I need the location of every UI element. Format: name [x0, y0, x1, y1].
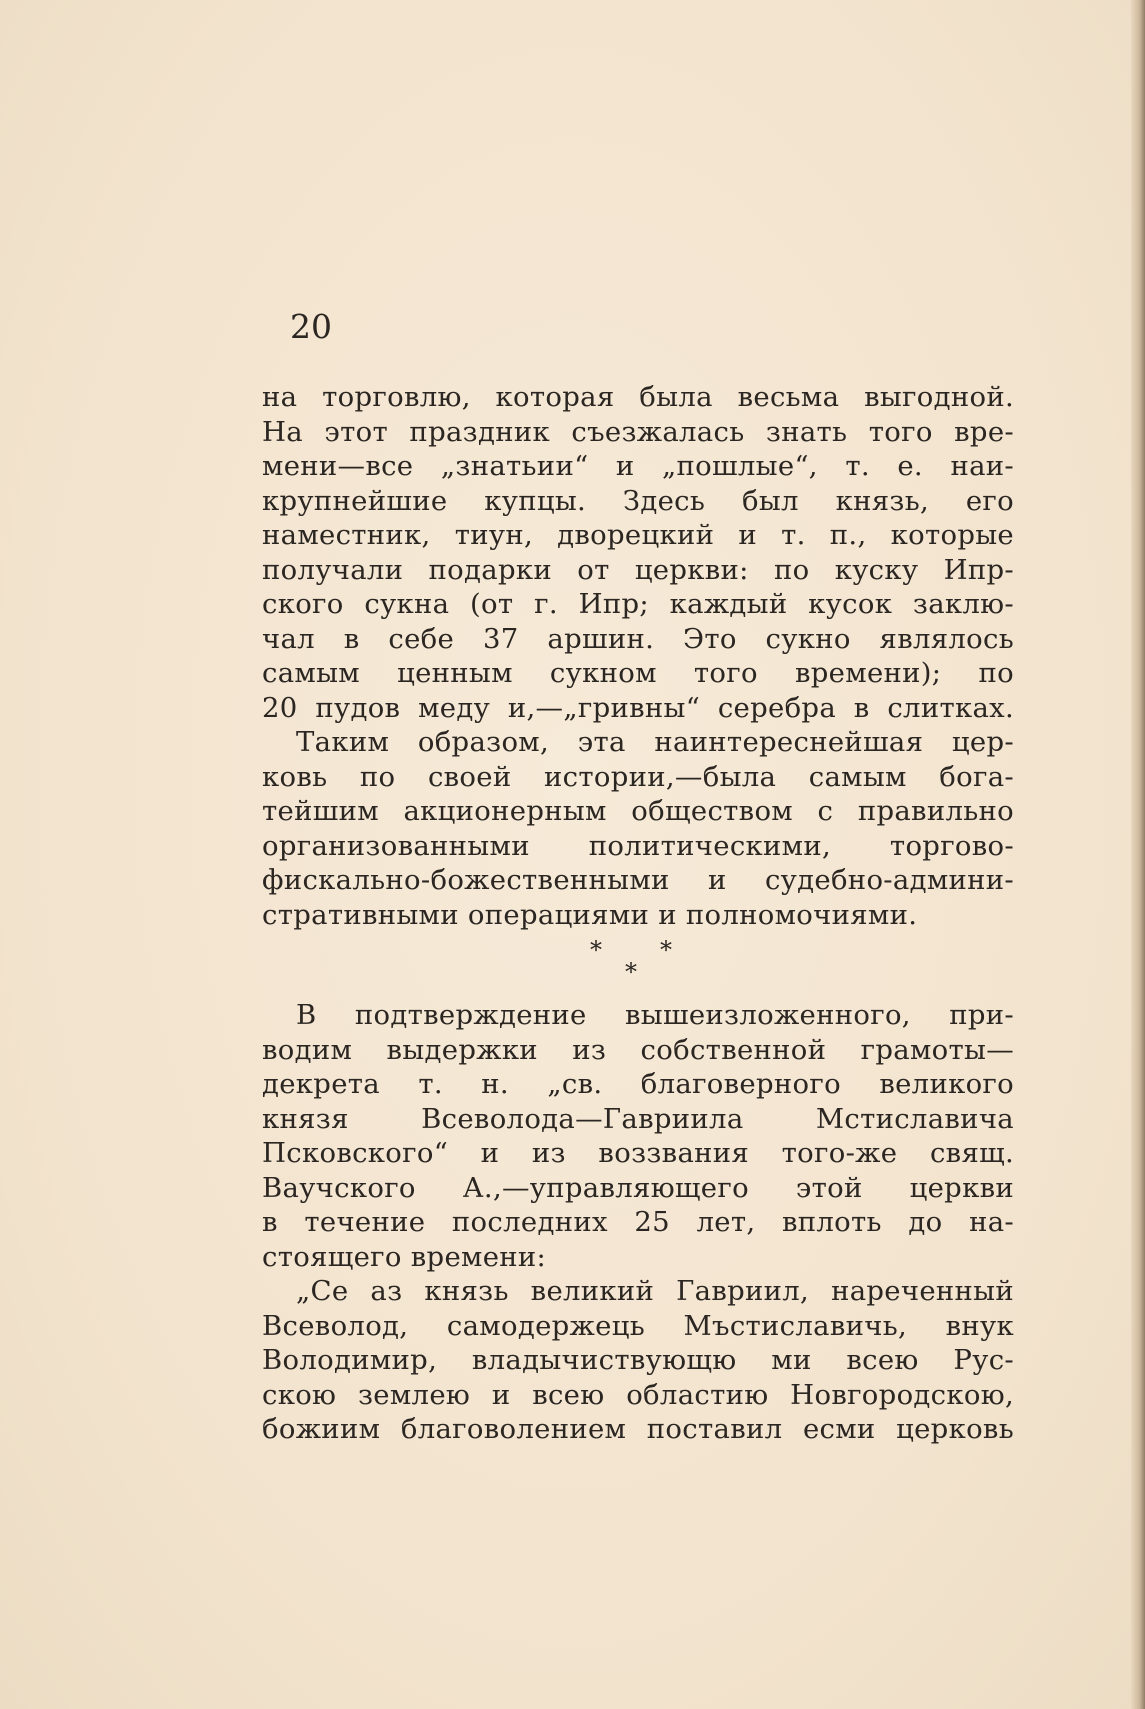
page-edge-shadow	[1131, 0, 1145, 1709]
text-line: скою землею и всею областию Новгородскою,	[262, 1378, 1014, 1411]
text-line: стоящего времени:	[262, 1240, 547, 1273]
page-number: 20	[290, 307, 332, 346]
section-separator	[262, 932, 1014, 998]
asterisk: *	[590, 936, 602, 964]
asterisk: *	[660, 936, 672, 964]
text-line: „Се аз князь великий Гавриил, нареченный	[296, 1275, 1014, 1307]
text-line: Володимир, владычиствующю ми всею Рус-	[262, 1344, 1014, 1376]
paragraph-3	[262, 998, 1014, 1274]
paragraph-2	[262, 725, 1014, 932]
text-line: самым ценным сукном того времени); по	[262, 657, 1014, 689]
text-line: крупнейшие купцы. Здесь был князь, его	[262, 484, 1014, 517]
text-line: В подтверждение вышеизложенного, при-	[296, 999, 1014, 1031]
text-line: наместник, тиун, дворецкий и т. п., которые	[262, 519, 1014, 551]
text-line: ского сукна (от г. Ипр; каждый кусок заклю-	[262, 588, 1014, 620]
text-line: в течение последних 25 лет, вплоть до на-	[262, 1206, 1014, 1238]
text-line: князя Всеволода—Гавриила Мстиславича	[262, 1102, 1014, 1135]
text-line: Псковского“ и из воззвания того-же свящ.	[262, 1137, 1014, 1169]
text-line: мени—все „знатьии“ и „пошлые“, т. е. наи-	[262, 450, 1014, 482]
text-line: божиим благоволением поставил есми церковь	[262, 1413, 1014, 1445]
text-line: на торговлю, которая была весьма выгодной.	[262, 381, 1014, 413]
paragraph-4	[262, 1274, 1014, 1447]
text-line: ковь по своей истории,—была самым бога-	[262, 760, 1014, 793]
text-line: стративными операциями и полномочиями.	[262, 898, 918, 931]
text-line: водим выдержки из собственной грамоты—	[262, 1033, 1014, 1066]
text-line: Ваучского А.,—управляющего этой церкви	[262, 1171, 1014, 1204]
text-line: тейшим акционерным обществом с правильно	[262, 795, 1014, 827]
text-line: Всеволод, самодержець Мъстиславичь, внук	[262, 1309, 1014, 1342]
text-line: чал в себе 37 аршин. Это сукно являлось	[262, 622, 1014, 655]
text-line: организованными политическими, торгово-	[262, 829, 1014, 862]
paragraph-1	[262, 380, 1014, 725]
text-line: получали подарки от церкви: по куску Ипр-	[262, 553, 1014, 586]
text-line: фискально-божественными и судебно-админи-	[262, 864, 1014, 896]
body-text	[262, 380, 1014, 1447]
text-line: декрета т. н. „св. благоверного великого	[262, 1068, 1014, 1100]
text-line: Таким образом, эта наинтереснейшая цер-	[296, 726, 1014, 758]
text-line: На этот праздник съезжалась знать того вре-	[262, 415, 1014, 448]
text-line: 20 пудов меду и,—„гривны“ серебра в слитках.	[262, 691, 1014, 724]
asterisk: *	[625, 958, 637, 986]
